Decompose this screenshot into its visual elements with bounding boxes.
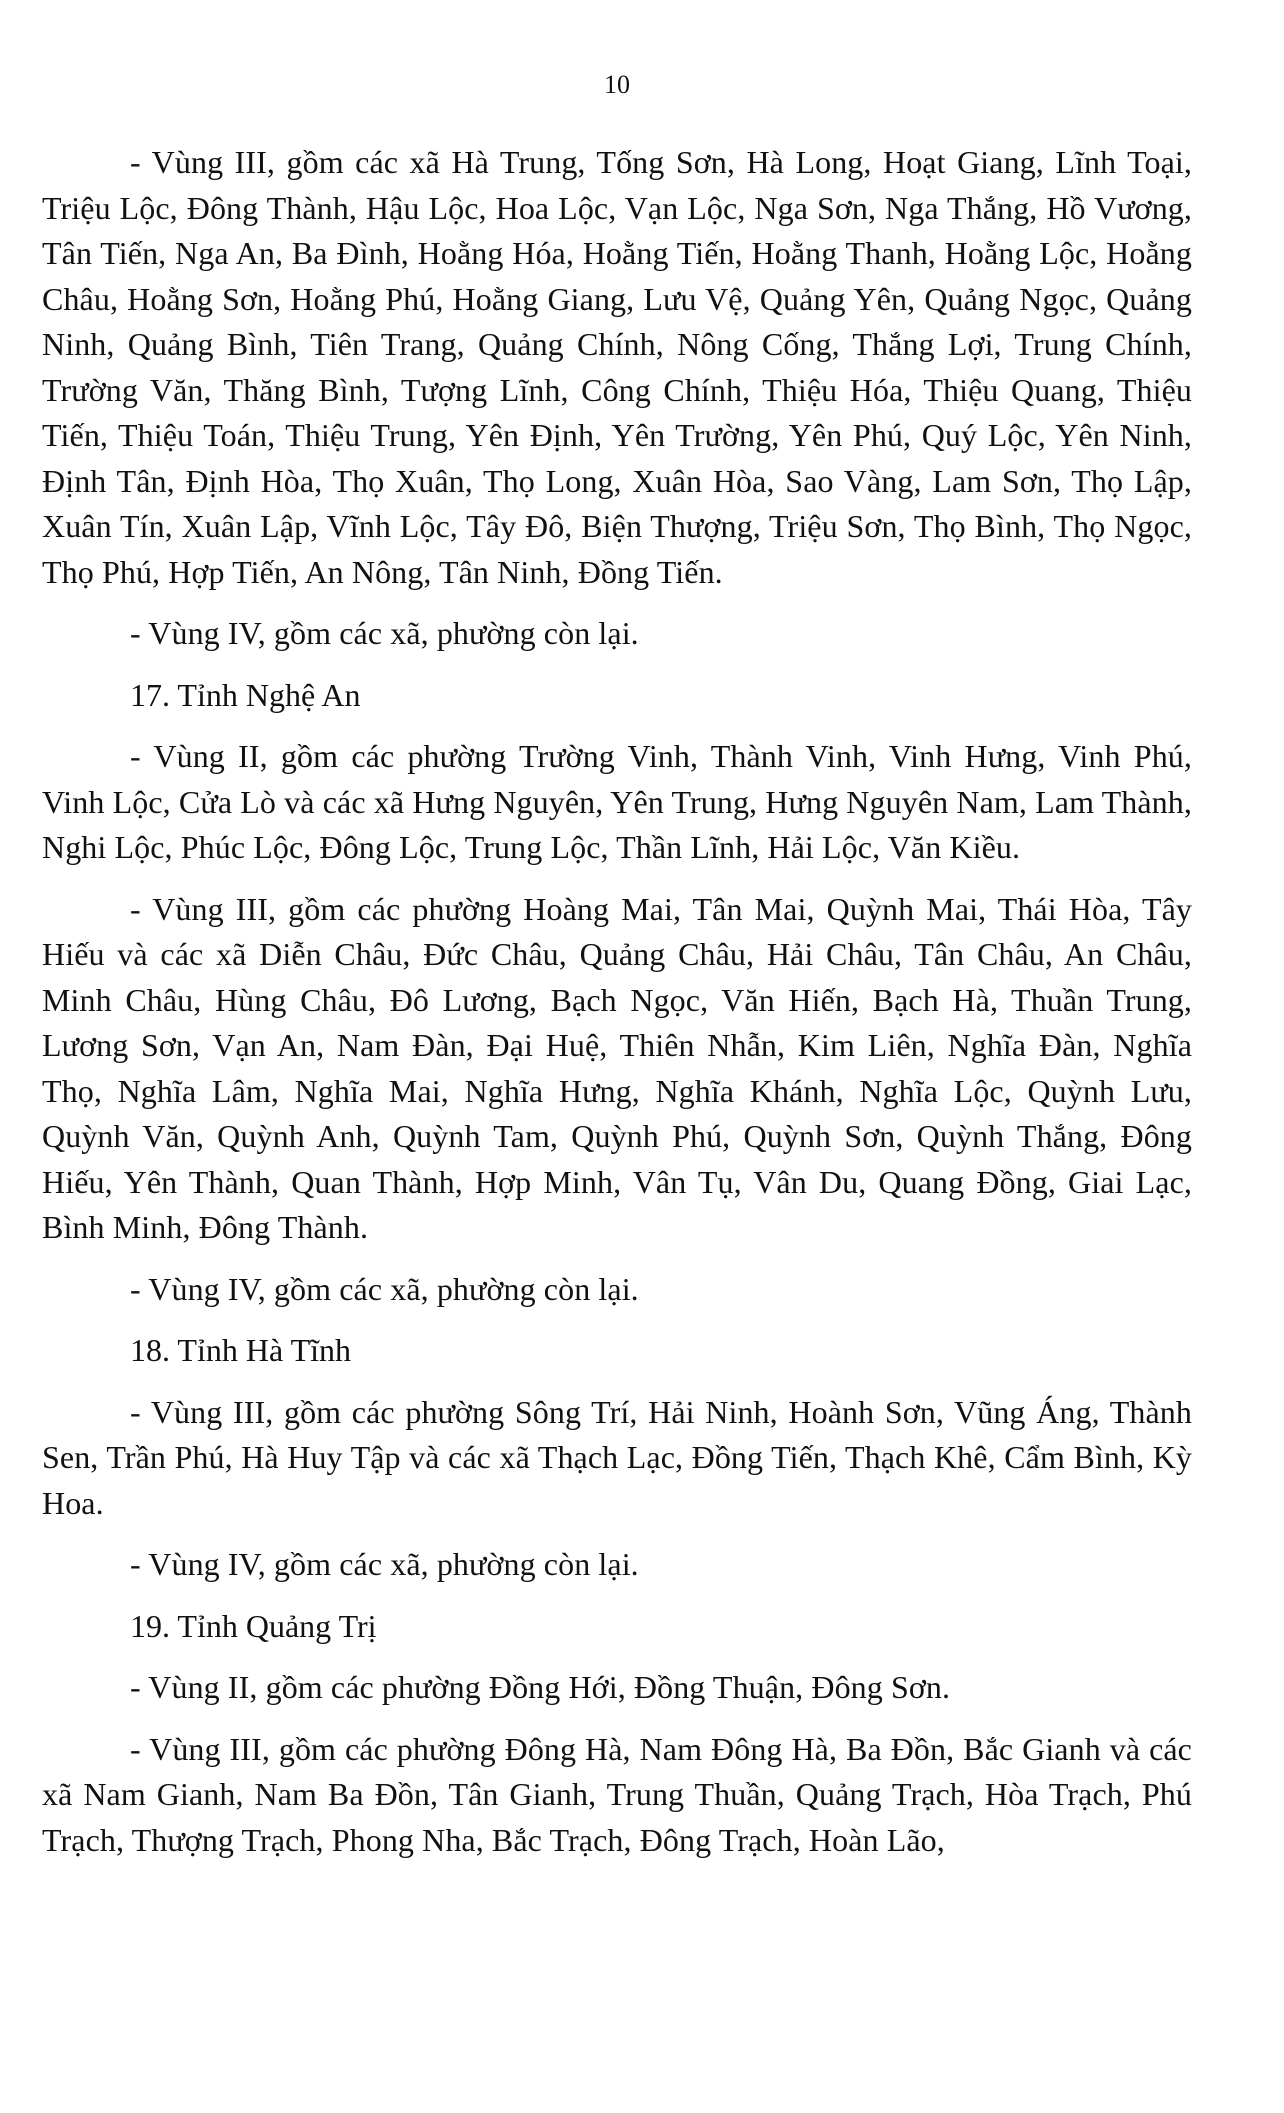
document-body [42, 140, 1192, 1879]
paragraph-region-iv-thanh-hoa: - Vùng IV, gồm các xã, phường còn lại. [130, 615, 639, 651]
heading-ha-tinh: 18. Tỉnh Hà Tĩnh [130, 1332, 352, 1368]
heading-nghe-an: 17. Tỉnh Nghệ An [130, 676, 361, 713]
paragraph-region-ii-nghe-an: - Vùng II, gồm các phường Trường Vinh, Thành Vinh, Vinh Hưng, Vinh Phú, Vinh Lộc, Cửa Lò và các xã Hưng Nguyên, Yên Trung, Hưng Nguyên Nam, Lam Thành, Nghi Lộc, Phúc Lộc, Đông Lộc, Trung Lộc, Thần Lĩnh, Hải Lộc, Văn Kiều. [42, 738, 1192, 865]
paragraph-region-iii-ha-tinh: - Vùng III, gồm các phường Sông Trí, Hải Ninh, Hoành Sơn, Vũng Áng, Thành Sen, Trần Phú, Hà Huy Tập và các xã Thạch Lạc, Đồng Tiến, Thạch Khê, Cẩm Bình, Kỳ Hoa. [42, 1393, 1192, 1521]
paragraph-region-iii-nghe-an: - Vùng III, gồm các phường Hoàng Mai, Tân Mai, Quỳnh Mai, Thái Hòa, Tây Hiếu và các xã Diễn Châu, Đức Châu, Quảng Châu, Hải Châu, Tân Châu, An Châu, Minh Châu, Hùng Châu, Đô Lương, Bạch Ngọc, Văn Hiến, Bạch Hà, Thuần Trung, Lương Sơn, Vạn An, Nam Đàn, Đại Huệ, Thiên Nhẫn, Kim Liên, Nghĩa Đàn, Nghĩa Thọ, Nghĩa Lâm, Nghĩa Mai, Nghĩa Hưng, Nghĩa Khánh, Nghĩa Lộc, Quỳnh Lưu, Quỳnh Văn, Quỳnh Anh, Quỳnh Tam, Quỳnh Phú, Quỳnh Sơn, Quỳnh Thắng, Đông Hiếu, Yên Thành, Quan Thành, Hợp Minh, Vân Tụ, Vân Du, Quang Đồng, Giai Lạc, Bình Minh, Đông Thành. [42, 890, 1192, 1245]
paragraph-region-iv-nghe-an: - Vùng IV, gồm các xã, phường còn lại. [130, 1270, 639, 1307]
paragraph-region-iii-thanh-hoa: - Vùng III, gồm các xã Hà Trung, Tống Sơn, Hà Long, Hoạt Giang, Lĩnh Toại, Triệu Lộc, Đông Thành, Hậu Lộc, Hoa Lộc, Vạn Lộc, Nga Sơn, Nga Thắng, Hồ Vương, Tân Tiến, Nga An, Ba Đình, Hoằng Hóa, Hoằng Tiến, Hoằng Thanh, Hoằng Lộc, Hoằng Châu, Hoằng Sơn, Hoằng Phú, Hoằng Giang, Lưu Vệ, Quảng Yên, Quảng Ngọc, Quảng Ninh, Quảng Bình, Tiên Trang, Quảng Chính, Nông Cống, Thắng Lợi, Trung Chính, Trường Văn, Thăng Bình, Tượng Lĩnh, Công Chính, Thiệu Hóa, Thiệu Quang, Thiệu Tiến, Thiệu Toán, Thiệu Trung, Yên Định, Yên Trường, Yên Phú, Quý Lộc, Yên Ninh, Định Tân, Định Hòa, Thọ Xuân, Thọ Long, Xuân Hòa, Sao Vàng, Lam Sơn, Thọ Lập, Xuân Tín, Xuân Lập, Vĩnh Lộc, Tây Đô, Biện Thượng, Triệu Sơn, Thọ Bình, Thọ Ngọc, Thọ Phú, Hợp Tiến, An Nông, Tân Ninh, Đồng Tiến. [42, 144, 1192, 590]
page-number: 10 [604, 70, 630, 99]
paragraph-region-iii-quang-tri: - Vùng III, gồm các phường Đông Hà, Nam Đông Hà, Ba Đồn, Bắc Gianh và các xã Nam Gianh, Nam Ba Đồn, Tân Gianh, Trung Thuần, Quảng Trạch, Hòa Trạch, Phú Trạch, Thượng Trạch, Phong Nha, Bắc Trạch, Đông Trạch, Hoàn Lão, [42, 1730, 1192, 1858]
paragraph-region-ii-quang-tri: - Vùng II, gồm các phường Đồng Hới, Đồng Thuận, Đông Sơn. [130, 1669, 951, 1705]
paragraph-region-iv-ha-tinh: - Vùng IV, gồm các xã, phường còn lại. [130, 1546, 639, 1582]
heading-quang-tri: 19. Tỉnh Quảng Trị [130, 1607, 377, 1644]
